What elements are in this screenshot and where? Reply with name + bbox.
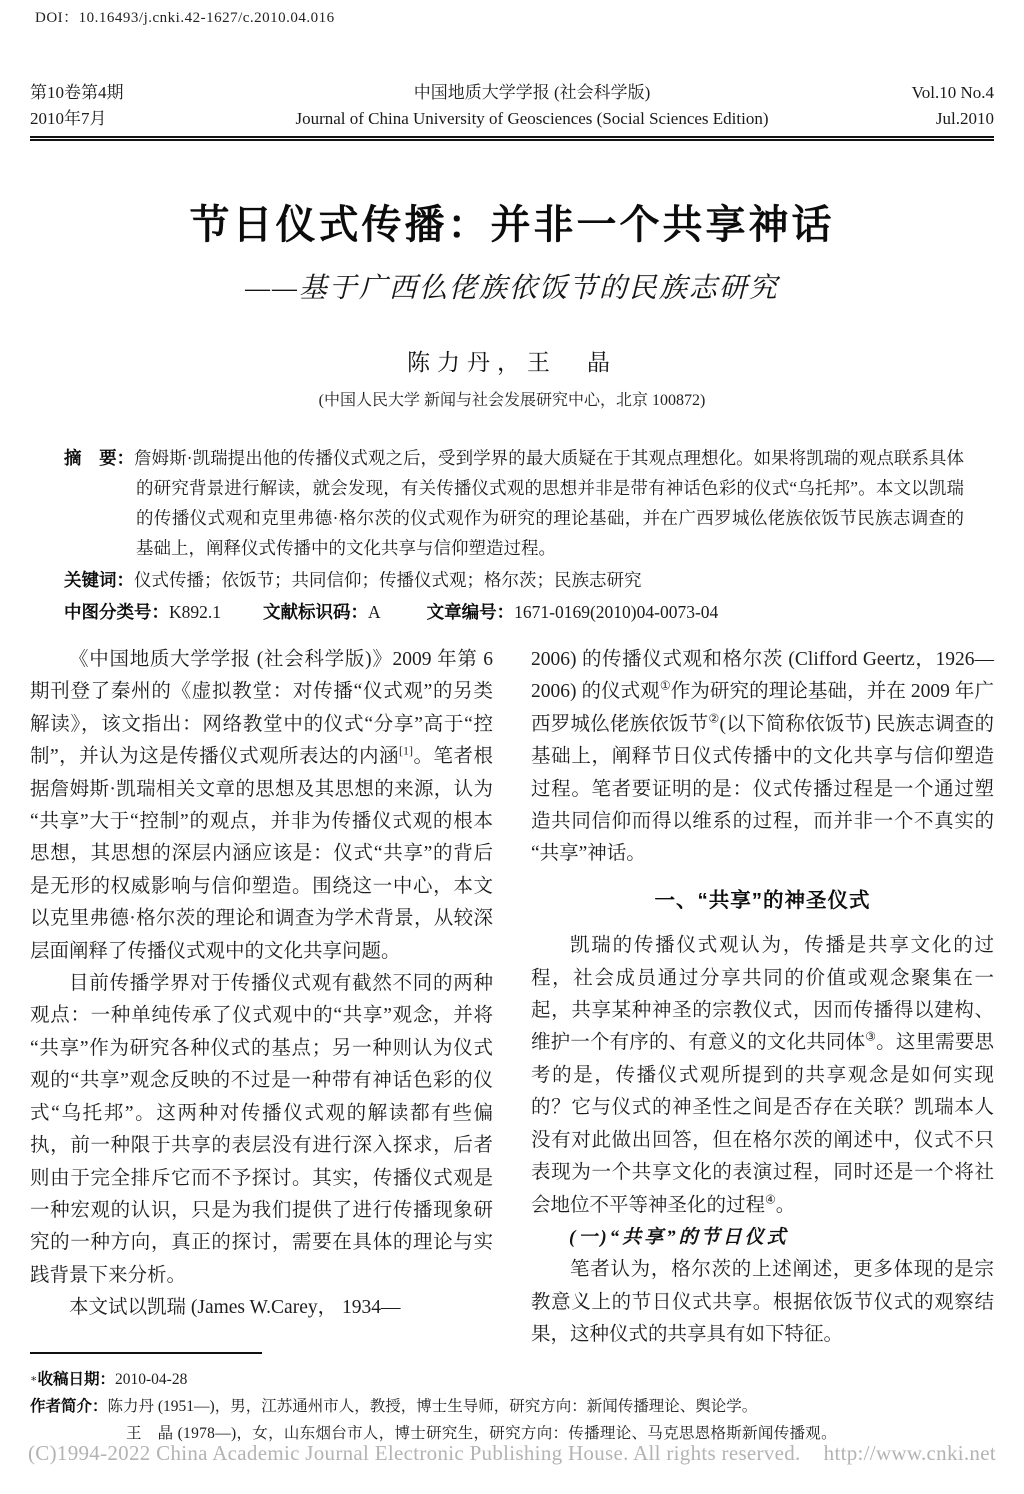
article-subtitle: ——基于广西仫佬族依饭节的民族志研究: [245, 273, 779, 304]
paragraph: 本文试以凯瑞 (James W.Carey， 1934—: [69, 1297, 401, 1319]
doi-line: DOI：10.16493/j.cnki.42-1627/c.2010.04.016: [35, 10, 335, 26]
superscript-note-ref: ④: [765, 1192, 776, 1206]
section-heading: 一、“共享”的神圣仪式: [654, 888, 871, 912]
superscript-note-ref: [1]: [399, 743, 414, 758]
paragraph: 《中国地质大学学报 (社会科学版)》2009 年第 6 期刊登了秦州的《虚拟教堂：对传播“仪式观”的另类解读》，该文指出：网络教堂中的仪式“分享”高于“控制”，并认为这是传播仪式观所表达的内涵[1]。笔者根据詹姆斯·凯瑞相关文章的思想及其思想的来源，认为“共享”大于“控制”的观点，并非为传播仪式观的根本思想，其思想的深层内涵应该是：仪式“共享”的背后是无形的权威影响与信仰塑造。围绕这一中心，本文以克里弗德·格尔茨的理论和调查为学术背景，从较深层面阐释了传播仪式观中的文化共享问题。: [30, 649, 493, 962]
watermark-copyright: (C)1994-2022 China Academic Journal Electronic Publishing House. All rights reserved.: [28, 1441, 801, 1465]
article-title: 节日仪式传播：并非一个共享神话: [189, 203, 835, 247]
volume-issue-en: Vol.10 No.4: [911, 83, 994, 102]
authors: 陈力丹，王 晶: [407, 350, 617, 375]
abstract-label: 摘 要：: [64, 448, 135, 468]
paragraph: 凯瑞的传播仪式观认为，传播是共享文化的过程，社会成员通过分享共同的价值或观念聚集在一起，共享某种神圣的宗教仪式，因而传播得以建构、维护一个有序的、有意义的文化共同体③。这里需要思考的是，传播仪式观所提到的共享观念是如何实现的？它与仪式的神圣性之间是否存在关联？凯瑞本人没有对此做出回答，但在格尔茨的阐述中，仪式不只表现为一个共享文化的表演过程，同时还是一个将社会地位不平等神圣化的过程④。: [531, 935, 994, 1216]
author-bio-line-2: 王 晶 (1978—)，女，山东烟台市人，博士研究生，研究方向：传播理论、马克思恩格斯新闻传播观。: [126, 1425, 837, 1442]
paragraph: 笔者认为，格尔茨的上述阐述，更多体现的是宗教意义上的节日仪式共享。根据依饭节仪式的观察结果，这种仪式的共享具有如下特征。: [531, 1259, 994, 1346]
affiliation: (中国人民大学 新闻与社会发展研究中心，北京 100872): [318, 392, 706, 409]
abstract-block: [64, 443, 964, 627]
keywords-text: 仪式传播；依饭节；共同信仰；传播仪式观；格尔茨；民族志研究: [134, 570, 642, 590]
paragraph: 目前传播学界对于传播仪式观有截然不同的两种观点：一种单纯传承了仪式观中的“共享”观念，并将“共享”作为研究各种仪式的基点；另一种则认为仪式观的“共享”观念反映的不过是一种带有神话色彩的仪式“乌托邦”。这两种对传播仪式观的解读都有些偏执，前一种限于共享的表层没有进行深入探求，后者则由于完全排斥它而不予探讨。其实，传播仪式观是一种宏观的认识，只是为我们提供了进行传播现象研究的一种方向，真正的探讨，需要在具体的理论与实践背景下来分析。: [30, 973, 493, 1286]
author-bio-line-1: 作者简介：陈力丹 (1951—)，男，江苏通州市人，教授，博士生导师，研究方向：新闻传播理论、舆论学。: [30, 1398, 758, 1415]
journal-header-row-cn: [30, 80, 994, 106]
journal-name-cn: 中国地质大学学报 (社会科学版): [413, 83, 651, 102]
date-en: Jul.2010: [935, 109, 994, 128]
footnote-rule: [30, 1352, 262, 1354]
subsection-heading: (一)“共享”的节日仪式: [569, 1226, 789, 1248]
classification-line: [64, 597, 964, 627]
footnote-marker: ∗: [30, 1373, 38, 1385]
clc-number: 中图分类号：K892.1: [64, 602, 222, 622]
journal-header: [30, 80, 994, 141]
footnote-area: [30, 1352, 994, 1447]
body-column-right: [531, 644, 994, 1352]
superscript-note-ref: ②: [708, 711, 720, 726]
body-column-left: [30, 644, 493, 1352]
document-code: 文献标识码：A: [263, 602, 381, 622]
superscript-note-ref: ①: [659, 678, 671, 693]
watermark-url: http://www.cnki.net: [823, 1441, 996, 1465]
keywords-label: 关键词：: [64, 570, 134, 590]
journal-header-row-en: [30, 106, 994, 132]
keywords: [64, 565, 964, 595]
body-columns: [30, 644, 994, 1352]
date-cn: 2010年7月: [30, 109, 107, 128]
superscript-note-ref: ③: [865, 1029, 877, 1044]
volume-issue-cn: 第10卷第4期: [30, 83, 124, 102]
journal-name-en: Journal of China University of Geosciences (Social Sciences Edition): [295, 109, 769, 128]
paragraph: 2006) 的传播仪式观和格尔茨 (Clifford Geertz，1926—2006) 的仪式观①作为研究的理论基础，并在 2009 年广西罗城仫佬族依饭节②(以下简称依饭节) 民族志调查的基础上，阐释节日仪式传播中的文化共享与信仰塑造过程。笔者要证明的是：仪式传播过程是一个通过塑造共同信仰而得以维系的过程，而并非一个不真实的“共享”神话。: [531, 649, 994, 865]
abstract-text: 詹姆斯·凯瑞提出他的传播仪式观之后，受到学界的最大质疑在于其观点理想化。如果将凯瑞的观点联系具体的研究背景进行解读，就会发现，有关传播仪式观的思想并非是带有神话色彩的仪式“乌托邦”。本文以凯瑞的传播仪式观和克里弗德·格尔茨的仪式观作为研究的理论基础，并在广西罗城仫佬族依饭节民族志调查的基础上，阐释仪式传播中的文化共享与信仰塑造过程。: [134, 448, 965, 558]
article-id: 文章编号：1671-0169(2010)04-0073-04: [426, 602, 719, 622]
abstract: [64, 443, 964, 563]
received-date-line: ∗收稿日期：2010-04-28: [30, 1371, 188, 1388]
